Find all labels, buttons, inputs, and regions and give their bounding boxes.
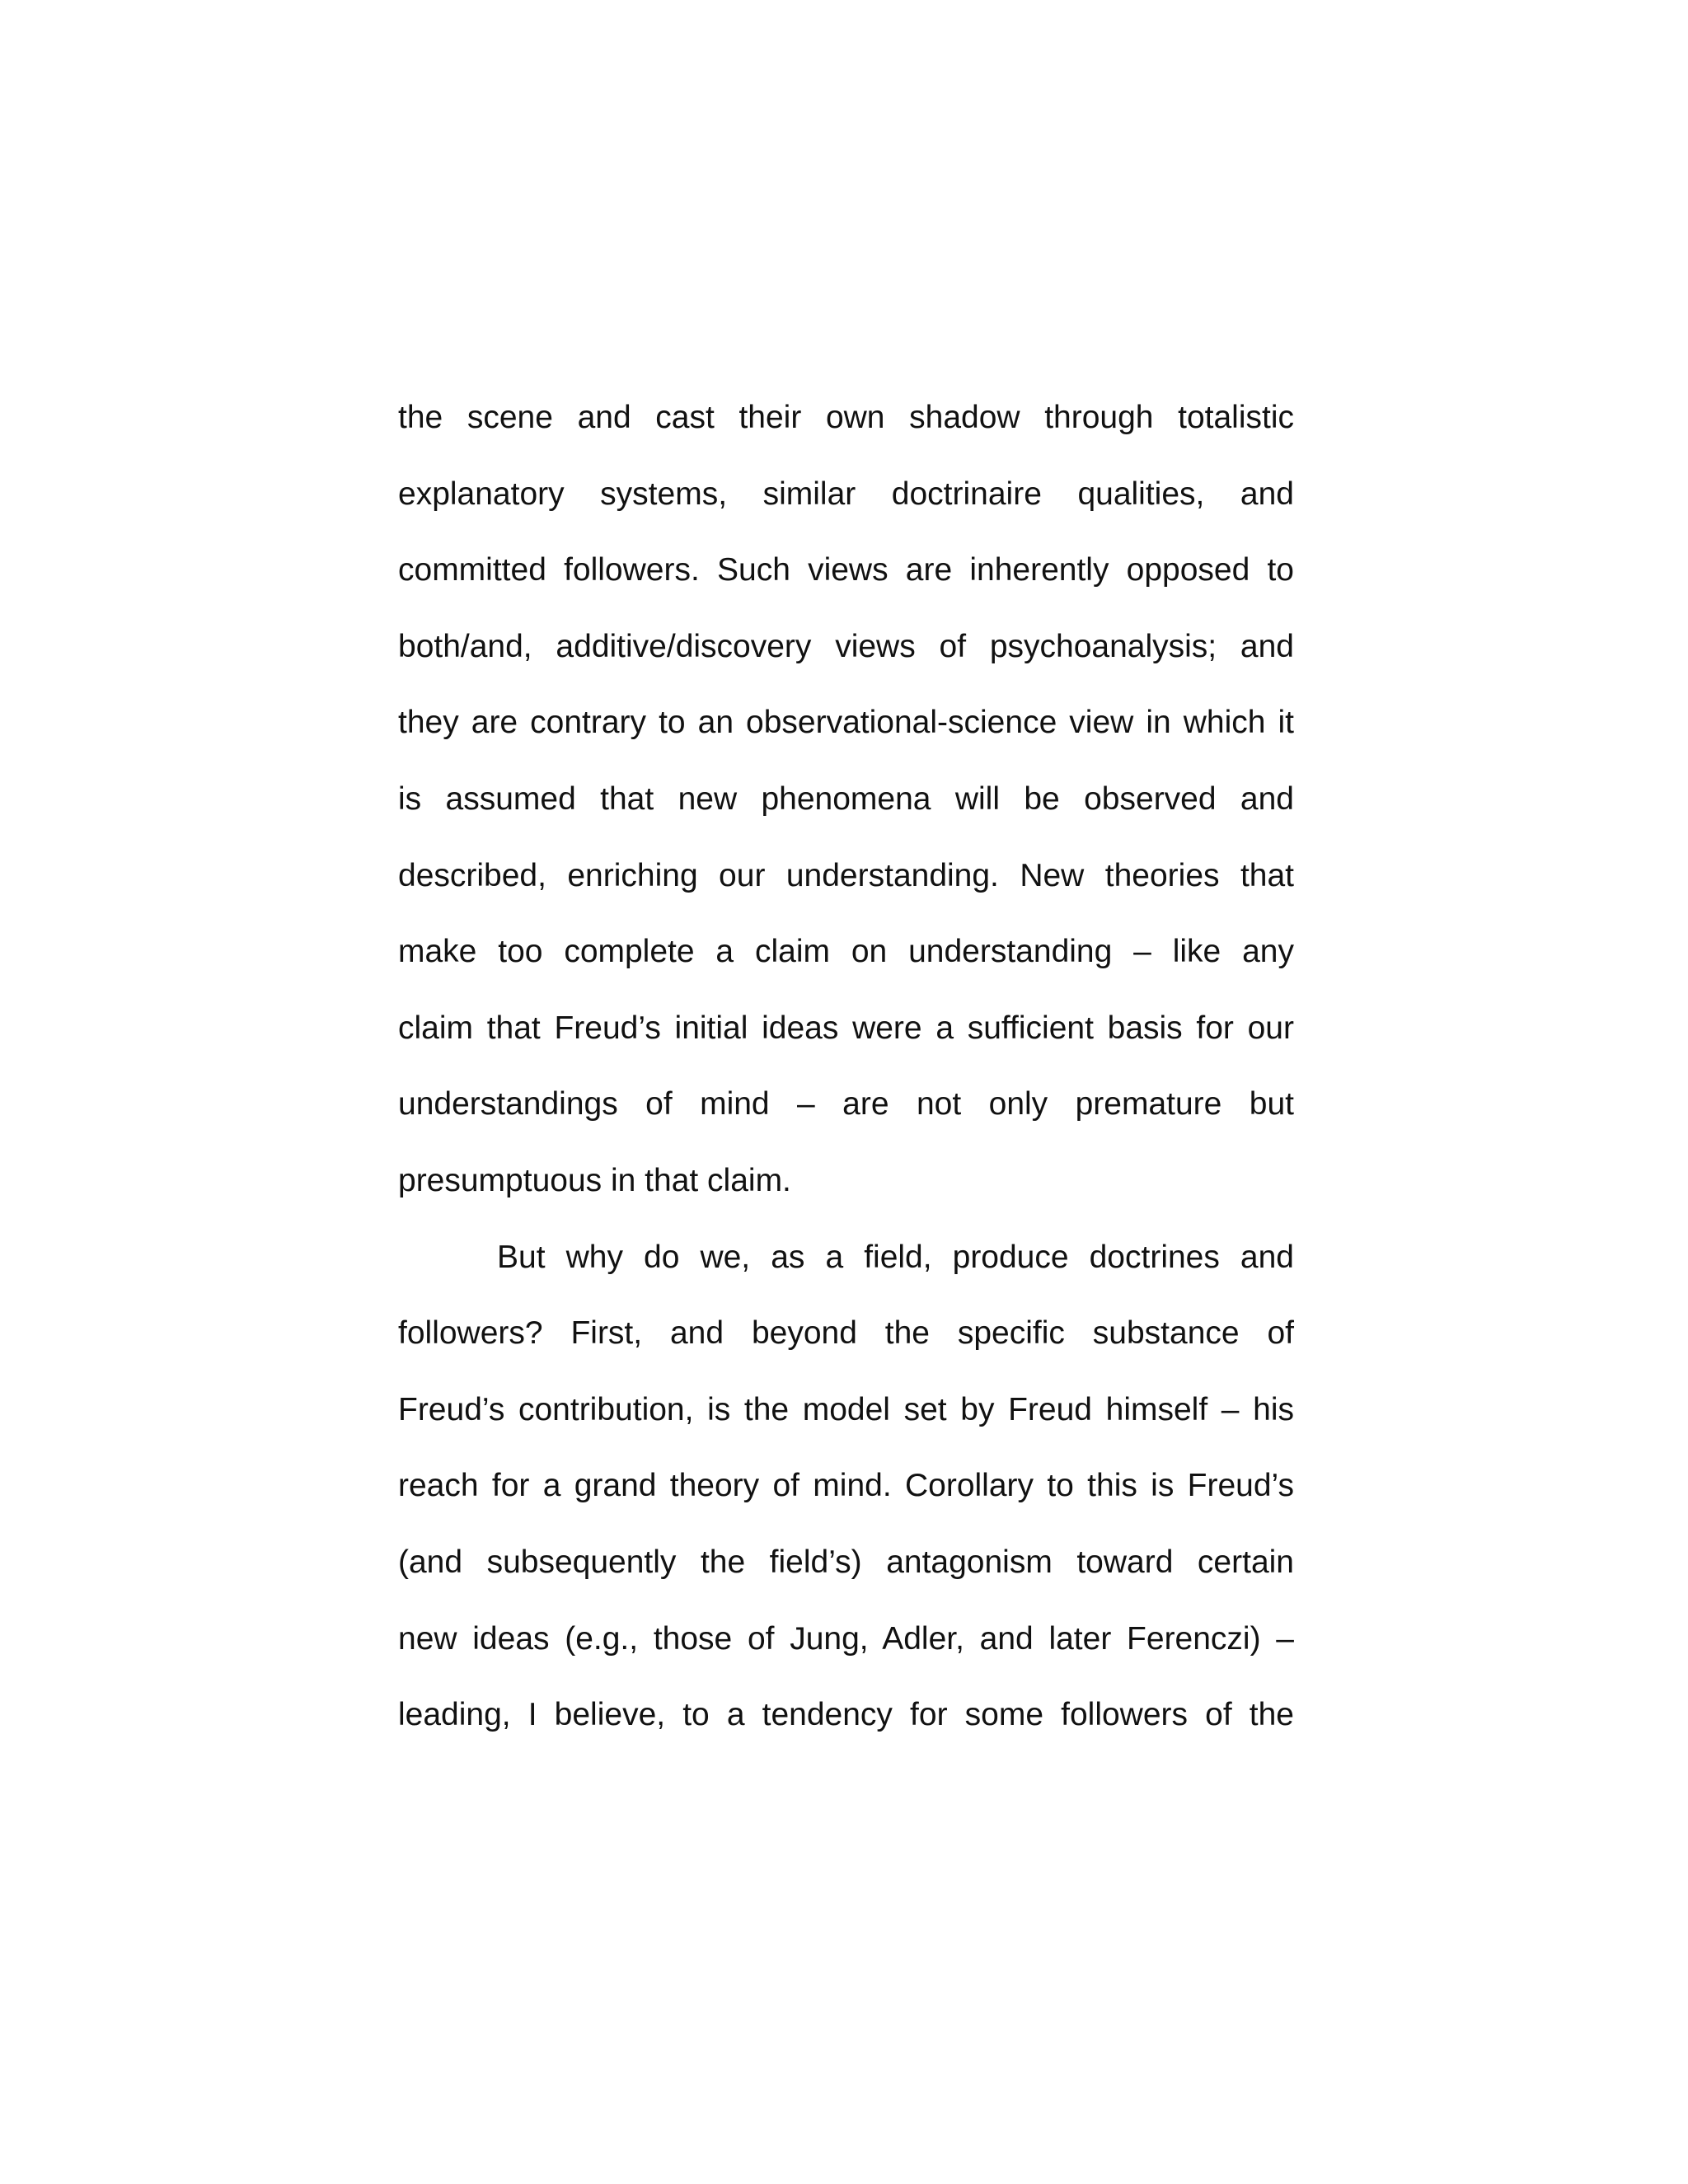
text-line: claim that Freud’s initial ideas were a sufficient basis for our [398,1010,1294,1046]
text-line: explanatory systems, similar doctrinaire qualities, and [398,476,1294,512]
text-line: leading, I believe, to a tendency for some followers of the [398,1697,1294,1733]
body-text [398,392,1294,1766]
text-line: committed followers. Such views are inherently opposed to [398,552,1294,588]
text-line: new ideas (e.g., those of Jung, Adler, and later Ferenczi) – [398,1620,1294,1657]
paragraph-first-line: But why do we, as a field, produce doctrines and [497,1239,1294,1275]
text-line: reach for a grand theory of mind. Corollary to this is Freud’s [398,1468,1294,1504]
text-line: understandings of mind – are not only premature but [398,1086,1294,1122]
text-line: they are contrary to an observational-science view in which it [398,705,1294,741]
paragraph-last-line: presumptuous in that claim. [398,1162,791,1198]
text-line: Freud’s contribution, is the model set by Freud himself – his [398,1391,1294,1427]
text-line: the scene and cast their own shadow through totalistic [398,400,1294,435]
text-line: is assumed that new phenomena will be observed and [398,780,1294,817]
text-line: (and subsequently the field’s) antagonism toward certain [398,1544,1294,1580]
text-line: followers? First, and beyond the specific substance of [398,1315,1294,1352]
text-line: described, enriching our understanding. New theories that [398,857,1294,893]
text-line: make too complete a claim on understanding – like any [398,934,1294,970]
text-line: both/and, additive/discovery views of psychoanalysis; and [398,628,1294,664]
